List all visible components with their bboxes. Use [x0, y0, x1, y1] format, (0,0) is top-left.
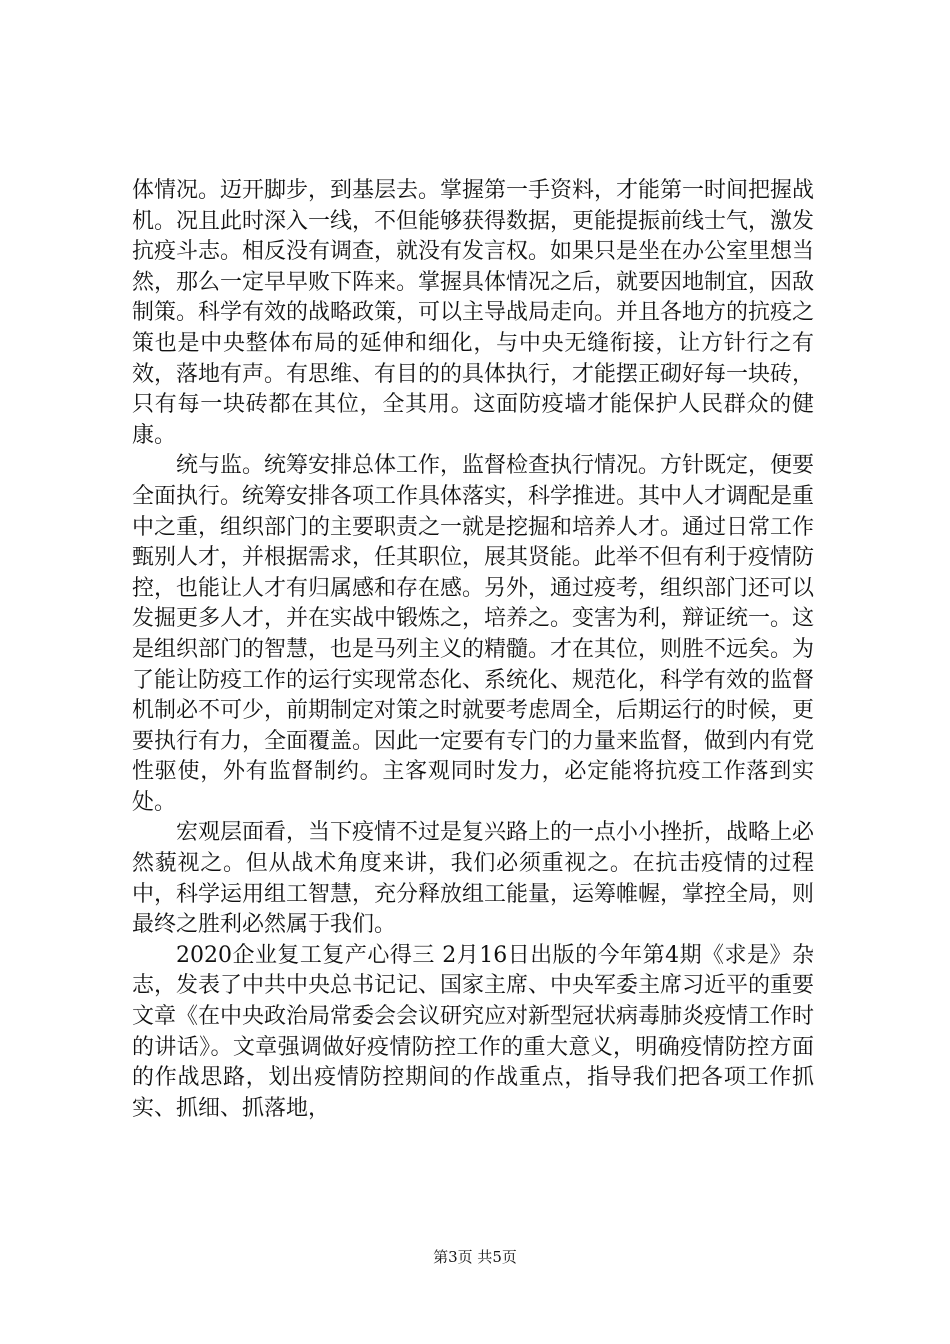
body-paragraph-2: 统与监。统筹安排总体工作，监督检查执行情况。方针既定，便要全面执行。统筹安排各项工作具体落实，科学推进。其中人才调配是重中之重，组织部门的主要职责之一就是挖掘和培养人才。通过日常工作甄别人才，并根据需求，任其职位，展其贤能。此举不但有利于疫情防控，也能让人才有归属感和存在感。另外，通过疫考，组织部门还可以发掘更多人才，并在实战中锻炼之，培养之。变害为利，辩证统一。这是组织部门的智慧，也是马列主义的精髓。才在其位，则胜不远矣。为了能让防疫工作的运行实现常态化、系统化、规范化，科学有效的监督机制必不可少，前期制定对策之时就要考虑周全，后期运行的时候，更要执行有力，全面覆盖。因此一定要有专门的力量来监督，做到内有党性驱使，外有监督制约。主客观同时发力，必定能将抗疫工作落到实处。 — [132, 453, 815, 815]
body-paragraph-3: 宏观层面看，当下疫情不过是复兴路上的一点小小挫折，战略上必然藐视之。但从战术角度来讲，我们必须重视之。在抗击疫情的过程中，科学运用组工智慧，充分释放组工能量，运筹帷幄，掌控全局，则最终之胜利必然属于我们。 — [132, 820, 815, 938]
body-paragraph-1: 体情况。迈开脚步，到基层去。掌握第一手资料，才能第一时间把握战机。况且此时深入一线，不但能够获得数据，更能提振前线士气，激发抗疫斗志。相反没有调查，就没有发言权。如果只是坐在办公室里想当然，那么一定早早败下阵来。掌握具体情况之后，就要因地制宜，因敌制策。科学有效的战略政策，可以主导战局走向。并且各地方的抗疫之策也是中央整体布局的延伸和细化，与中央无缝衔接，让方针行之有效，落地有声。有思维、有目的的具体执行，才能摆正砌好每一块砖，只有每一块砖都在其位，全其用。这面防疫墙才能保护人民群众的健康。 — [132, 178, 815, 448]
page-footer: 第3页 共5页 — [433, 1248, 517, 1266]
body-paragraph-4: 2020企业复工复产心得三 2月16日出版的今年第4期《求是》杂志，发表了中共中央总书记记、国家主席、中央军委主席习近平的重要文章《在中央政治局常委会会议研究应对新型冠状病毒肺炎疫情工作时的讲话》。文章强调做好疫情防控工作的重大意义，明确疫情防控方面的作战思路，划出疫情防控期间的作战重点，指导我们把各项工作抓实、抓细、抓落地， — [132, 942, 815, 1121]
document-body — [132, 176, 814, 1124]
